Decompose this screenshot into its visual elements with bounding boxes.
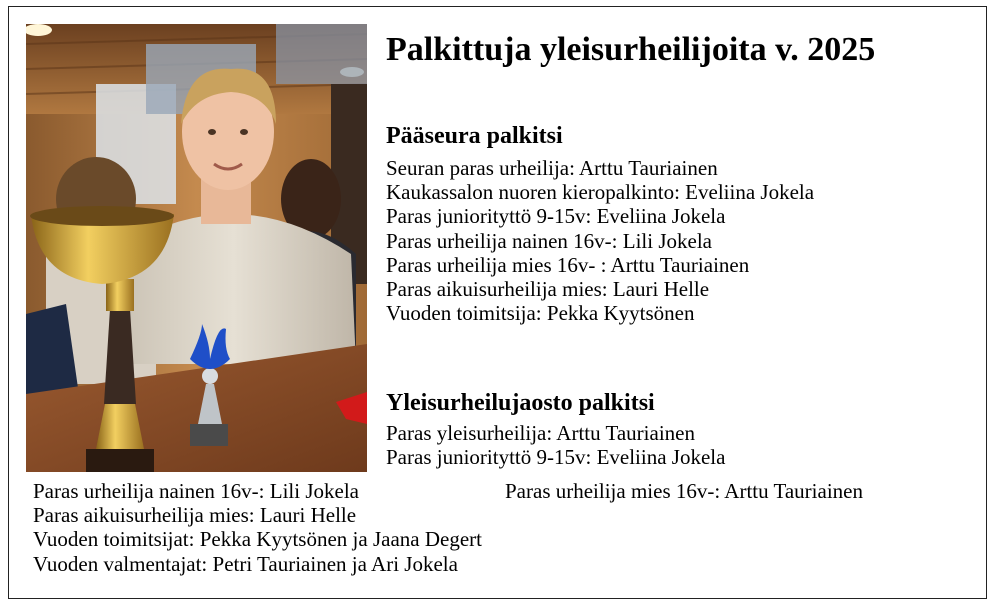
award-item: Paras aikuisurheilija mies: Lauri Helle	[33, 503, 357, 528]
award-item: Vuoden toimitsijat: Pekka Kyytsönen ja Jaana Degert	[33, 527, 482, 552]
award-item: Paras juniorityttö 9-15v: Eveliina Jokela	[386, 445, 726, 470]
award-item: Paras aikuisurheilija mies: Lauri Helle	[386, 276, 710, 301]
award-item-men-16: Paras urheilija mies 16v-: Arttu Tauriainen	[505, 479, 863, 503]
award-item: Paras juniorityttö 9-15v: Eveliina Jokela	[386, 204, 726, 229]
photo-trophy-winner	[26, 24, 367, 472]
main-club-award-list	[386, 156, 814, 325]
award-item: Paras urheilija nainen 16v-: Lili Jokela	[33, 479, 359, 503]
athletics-award-list-continued	[33, 479, 482, 576]
athletics-award-list	[386, 421, 725, 469]
award-item: Kaukassalon nuoren kieropalkinto: Eveliina Jokela	[386, 180, 815, 205]
award-item: Paras urheilija mies 16v- : Arttu Tauriainen	[386, 252, 750, 277]
award-item: Vuoden toimitsija: Pekka Kyytsönen	[386, 301, 695, 326]
award-item: Paras urheilija nainen 16v-: Lili Jokela	[386, 228, 712, 253]
award-item: Seuran paras urheilija: Arttu Tauriainen	[386, 156, 718, 180]
award-item: Paras yleisurheilija: Arttu Tauriainen	[386, 421, 695, 445]
section-heading-main-club: Pääseura palkitsi	[386, 123, 563, 149]
page-title: Palkittuja yleisurheilijoita v. 2025	[386, 31, 876, 68]
section-heading-athletics-division: Yleisurheilujaosto palkitsi	[386, 390, 655, 416]
award-item: Vuoden valmentajat: Petri Tauriainen ja Ari Jokela	[33, 551, 458, 576]
trophy-photo-icon	[26, 24, 367, 472]
